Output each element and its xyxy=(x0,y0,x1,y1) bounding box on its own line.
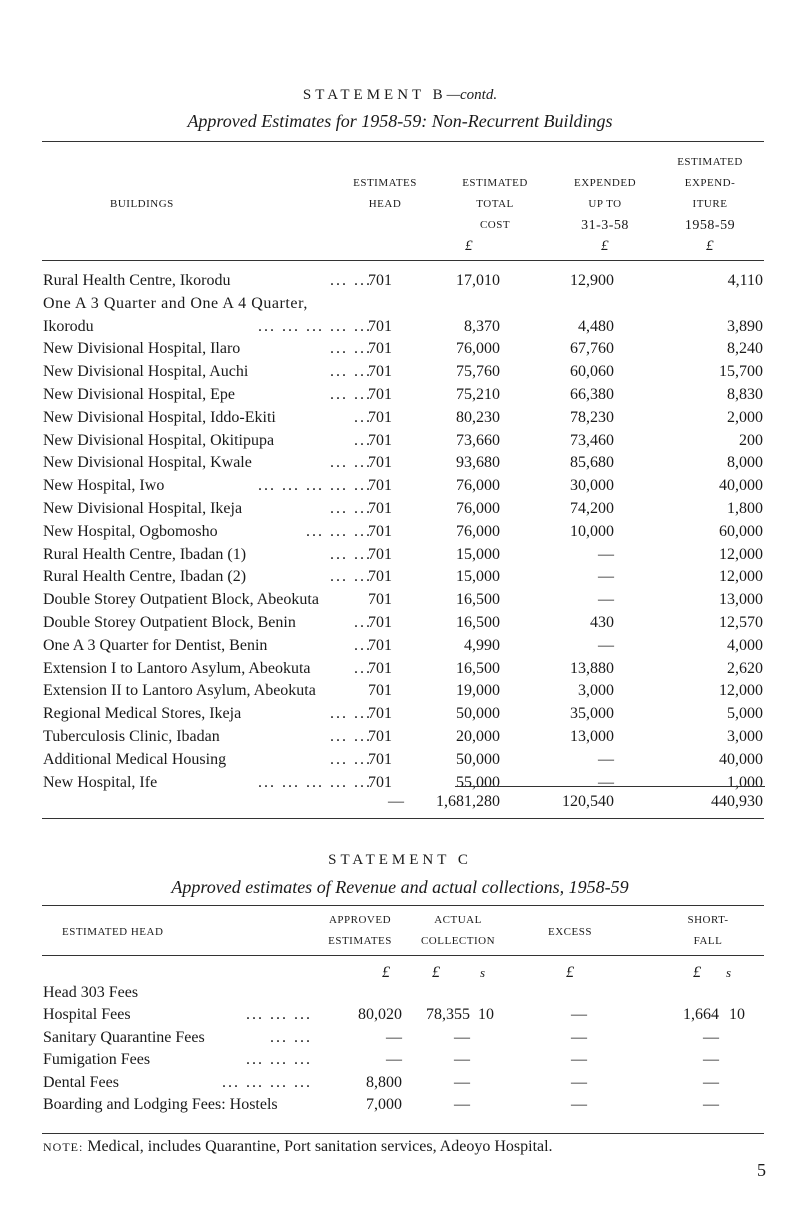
building-row xyxy=(0,498,800,520)
head-code: 701 xyxy=(368,545,392,563)
excess-value: — xyxy=(571,1006,587,1023)
totals-head: — xyxy=(388,793,404,810)
header-line: ESTIMATES xyxy=(353,177,417,189)
revenue-row xyxy=(0,1004,800,1026)
actual-collection: — xyxy=(454,1028,470,1046)
c-units-row xyxy=(0,962,800,984)
estimated-expenditure: 12,000 xyxy=(719,568,763,586)
estimated-expenditure: 5,000 xyxy=(727,705,763,723)
c-header-rule xyxy=(42,955,764,956)
approved-estimate: 7,000 xyxy=(366,1096,402,1113)
building-row xyxy=(0,521,800,543)
header-line: COST xyxy=(479,219,511,231)
head-code: 701 xyxy=(368,431,392,449)
totals-total: 1,681,280 xyxy=(436,793,500,810)
c-top-rule xyxy=(42,905,764,906)
actual-collection: 78,355 xyxy=(426,1006,470,1023)
statement-b-subtitle: Approved Estimates for 1958-59: Non-Recurrent Buildings xyxy=(187,111,613,131)
building-name: New Divisional Hospital, Auchi xyxy=(43,363,249,381)
head-code: 701 xyxy=(368,500,392,517)
estimated-expenditure: 2,620 xyxy=(727,659,763,677)
estimated-expenditure: 40,000 xyxy=(719,477,763,495)
leader-dots: ... ... xyxy=(330,545,372,563)
building-row xyxy=(0,452,800,474)
building-name: New Hospital, Iwo xyxy=(43,477,165,495)
building-row xyxy=(0,680,800,702)
header-line: ESTIMATES xyxy=(328,935,392,947)
expended-value: 10,000 xyxy=(570,522,614,540)
header-line: 31-3-58 xyxy=(581,218,629,233)
shortfall-value: 1,664 xyxy=(683,1006,719,1023)
leader-dots: ... ... ... xyxy=(246,1006,312,1023)
leader-dots: ... xyxy=(354,408,372,426)
estimated-expenditure: 8,830 xyxy=(727,386,763,403)
estimated-total: 75,210 xyxy=(456,386,500,403)
header-estimated-expenditure xyxy=(655,152,765,257)
building-name: Rural Health Centre, Ibadan (1) xyxy=(43,545,247,563)
header-line: ESTIMATED xyxy=(462,177,528,189)
estimated-expenditure: 13,000 xyxy=(719,591,763,609)
header-line: TOTAL xyxy=(476,198,514,210)
estimated-total: 75,760 xyxy=(456,363,500,381)
estimated-total: 76,000 xyxy=(456,477,500,495)
building-row xyxy=(0,589,800,611)
expended-value: 13,000 xyxy=(570,728,614,745)
totals-estimate: 440,930 xyxy=(711,793,763,810)
estimated-expenditure: 8,240 xyxy=(727,340,763,358)
head-code: 701 xyxy=(368,750,392,768)
pound-sign: £ xyxy=(601,238,609,254)
revenue-row xyxy=(0,1049,800,1071)
unit-pound: £ xyxy=(693,964,701,981)
leader-dots: ... ... xyxy=(330,750,372,768)
building-row xyxy=(0,544,800,566)
building-name: Rural Health Centre, Ibadan (2) xyxy=(43,568,247,586)
building-row xyxy=(0,407,800,429)
estimated-expenditure: 4,110 xyxy=(727,272,763,289)
approved-estimate: — xyxy=(386,1051,402,1068)
estimated-total: 93,680 xyxy=(456,454,500,472)
leader-dots: ... ... xyxy=(330,340,372,358)
c-header-actual xyxy=(408,910,508,952)
building-name: New Divisional Hospital, Ikeja xyxy=(43,500,243,517)
statement-c-title: STATEMENT C xyxy=(328,852,472,868)
expended-value: 3,000 xyxy=(578,682,614,700)
expended-value: 85,680 xyxy=(570,454,614,472)
building-row xyxy=(0,749,800,771)
pound-sign: £ xyxy=(706,238,714,254)
head-code: 701 xyxy=(368,363,392,381)
revenue-label: Fumigation Fees xyxy=(43,1051,151,1068)
estimated-expenditure: 2,000 xyxy=(727,408,763,426)
unit-pound: £ xyxy=(382,964,390,981)
building-name: New Hospital, Ife xyxy=(43,773,158,791)
estimated-expenditure: 12,000 xyxy=(719,682,763,700)
expended-value: — xyxy=(598,636,614,654)
c-header-excess: EXCESS xyxy=(548,926,592,938)
unit-shilling: s xyxy=(726,965,732,980)
header-line: ESTIMATED xyxy=(677,156,743,168)
head-code: 701 xyxy=(368,408,392,426)
header-buildings: BUILDINGS xyxy=(110,198,174,210)
c-bottom-rule xyxy=(42,1133,764,1134)
expended-value: 13,880 xyxy=(570,659,614,677)
excess-value: — xyxy=(571,1096,587,1113)
approved-estimate: 8,800 xyxy=(366,1073,402,1091)
excess-value: — xyxy=(571,1073,587,1091)
header-line: ACTUAL xyxy=(434,914,482,926)
estimated-total: 50,000 xyxy=(456,750,500,768)
building-row xyxy=(0,316,800,338)
building-name: Extension I to Lantoro Asylum, Abeokuta xyxy=(43,659,311,677)
revenue-row xyxy=(0,1072,800,1094)
page-number: 5 xyxy=(757,1160,766,1180)
building-row xyxy=(0,475,800,497)
estimated-expenditure: 60,000 xyxy=(719,522,763,540)
building-row xyxy=(0,703,800,725)
unit-shilling: s xyxy=(480,965,486,980)
leader-dots: ... ... xyxy=(330,272,372,289)
estimated-total: 4,990 xyxy=(464,636,500,654)
head-code: 701 xyxy=(368,340,392,358)
leader-dots: ... ... xyxy=(330,705,372,723)
estimated-total: 16,500 xyxy=(456,614,500,631)
leader-dots: ... ... ... ... ... xyxy=(258,317,372,335)
building-name: Regional Medical Stores, Ikeja xyxy=(43,705,242,723)
header-line: EXPEND- xyxy=(684,177,736,189)
head-code: 701 xyxy=(368,272,392,289)
building-row xyxy=(0,384,800,406)
totals-rule xyxy=(455,786,765,787)
estimated-total: 15,000 xyxy=(456,568,500,586)
unit-pound: £ xyxy=(566,964,574,981)
approved-estimate: — xyxy=(386,1028,402,1046)
shortfall-value: — xyxy=(703,1096,719,1113)
shortfall-value: — xyxy=(703,1073,719,1091)
header-line: APPROVED xyxy=(328,914,392,926)
head-code: 701 xyxy=(368,591,392,609)
header-line: COLLECTION xyxy=(420,935,496,947)
excess-value: — xyxy=(571,1028,587,1046)
leader-dots: ... ... ... ... ... xyxy=(258,477,372,495)
expended-value: 30,000 xyxy=(570,477,614,495)
building-name: Extension II to Lantoro Asylum, Abeokuta xyxy=(43,682,316,700)
header-line: SHORT- xyxy=(687,914,729,926)
head-code: 701 xyxy=(368,386,392,403)
leader-dots: ... ... ... xyxy=(306,522,372,540)
expended-value: — xyxy=(598,591,614,609)
actual-collection: — xyxy=(454,1051,470,1068)
expended-value: 73,460 xyxy=(570,431,614,449)
c-header-approved xyxy=(310,910,410,952)
revenue-label: Sanitary Quarantine Fees xyxy=(43,1028,205,1046)
header-line: 1958-59 xyxy=(684,218,736,233)
head-code: 701 xyxy=(368,568,392,586)
shortfall-value: — xyxy=(703,1028,719,1046)
expended-value: 78,230 xyxy=(570,408,614,426)
estimated-expenditure: 3,890 xyxy=(727,317,763,335)
estimated-total: 76,000 xyxy=(456,522,500,540)
estimated-total: 17,010 xyxy=(456,272,500,289)
leader-dots: ... ... xyxy=(330,728,372,745)
head-code: 701 xyxy=(368,682,392,700)
building-name: Double Storey Outpatient Block, Abeokuta xyxy=(43,591,319,609)
estimated-expenditure: 1,800 xyxy=(727,500,763,517)
estimated-total: 16,500 xyxy=(456,659,500,677)
estimated-expenditure: 12,570 xyxy=(719,614,763,631)
head-code: 701 xyxy=(368,705,392,723)
leader-dots: ... xyxy=(354,659,372,677)
building-row xyxy=(0,430,800,452)
expended-value: 12,900 xyxy=(570,272,614,289)
leader-dots: ... ... xyxy=(330,386,372,403)
estimated-expenditure: 12,000 xyxy=(719,545,763,563)
estimated-total: 76,000 xyxy=(456,340,500,358)
expended-value: 4,480 xyxy=(578,317,614,335)
building-row xyxy=(0,361,800,383)
estimated-expenditure: 15,700 xyxy=(719,363,763,381)
top-rule xyxy=(42,141,764,142)
building-name: Additional Medical Housing xyxy=(43,750,227,768)
building-row xyxy=(0,338,800,360)
header-expended xyxy=(550,173,660,257)
estimated-total: 55,000 xyxy=(456,773,500,791)
expended-value: — xyxy=(598,545,614,563)
revenue-label: Dental Fees xyxy=(43,1073,119,1091)
actual-shillings: 10 xyxy=(478,1006,494,1023)
expended-value: 67,760 xyxy=(570,340,614,358)
building-row xyxy=(0,635,800,657)
estimated-expenditure: 200 xyxy=(739,431,763,449)
pound-sign: £ xyxy=(465,238,473,254)
building-row xyxy=(0,658,800,680)
totals-expended: 120,540 xyxy=(562,793,614,810)
expended-value: 35,000 xyxy=(570,705,614,723)
building-row xyxy=(0,293,800,315)
estimated-total: 8,370 xyxy=(464,317,500,335)
building-name: New Divisional Hospital, Ilaro xyxy=(43,340,241,358)
estimated-total: 73,660 xyxy=(456,431,500,449)
revenue-label: Boarding and Lodging Fees: Hostels xyxy=(43,1096,278,1113)
expended-value: — xyxy=(598,568,614,586)
leader-dots: ... xyxy=(354,431,372,449)
estimated-expenditure: 8,000 xyxy=(727,454,763,472)
leader-dots: ... ... ... xyxy=(246,1051,312,1068)
leader-dots: ... ... xyxy=(330,363,372,381)
statement-b-label: STATEMENT B xyxy=(302,87,447,103)
leader-dots: ... ... xyxy=(330,454,372,472)
header-estimates-head xyxy=(330,173,440,215)
statement-b-title xyxy=(0,87,800,104)
estimated-total: 19,000 xyxy=(456,682,500,700)
head-code: 701 xyxy=(368,636,392,654)
building-name: One A 3 Quarter for Dentist, Benin xyxy=(43,636,268,654)
building-row xyxy=(0,612,800,634)
revenue-label: Hospital Fees xyxy=(43,1006,131,1023)
leader-dots: ... ... ... ... xyxy=(222,1073,312,1091)
approved-estimate: 80,020 xyxy=(358,1006,402,1023)
header-line: HEAD xyxy=(368,198,402,210)
revenue-row xyxy=(0,1094,800,1116)
estimated-total: 15,000 xyxy=(456,545,500,563)
leader-dots: ... ... xyxy=(270,1028,312,1046)
estimated-expenditure: 1,000 xyxy=(727,773,763,791)
header-line: FALL xyxy=(693,935,723,947)
leader-dots: ... ... xyxy=(330,568,372,586)
actual-collection: — xyxy=(454,1096,470,1113)
building-name: New Divisional Hospital, Okitipupa xyxy=(43,431,275,449)
building-name: Rural Health Centre, Ikorodu xyxy=(43,272,231,289)
building-row xyxy=(0,726,800,748)
actual-collection: — xyxy=(454,1073,470,1091)
bottom-rule xyxy=(42,818,764,819)
c-header-estimated-head: ESTIMATED HEAD xyxy=(62,926,164,938)
c-group-label xyxy=(0,982,800,1004)
expended-value: 66,380 xyxy=(570,386,614,403)
estimated-total: 16,500 xyxy=(456,591,500,609)
estimated-expenditure: 40,000 xyxy=(719,750,763,768)
building-name: New Divisional Hospital, Epe xyxy=(43,386,235,403)
statement-c-subtitle: Approved estimates of Revenue and actual collections, 1958-59 xyxy=(171,877,629,897)
building-name: One A 3 Quarter and One A 4 Quarter, xyxy=(43,294,308,312)
c-header-shortfall xyxy=(658,910,758,952)
building-row xyxy=(0,566,800,588)
head-code: 701 xyxy=(368,317,392,335)
note-text: Medical, includes Quarantine, Port sanitation services, Adeoyo Hospital. xyxy=(87,1138,553,1155)
building-name: Double Storey Outpatient Block, Benin xyxy=(43,614,296,631)
estimated-expenditure: 4,000 xyxy=(727,636,763,654)
excess-value: — xyxy=(571,1051,587,1068)
expended-value: — xyxy=(598,750,614,768)
header-line: EXPENDED xyxy=(573,177,637,189)
building-name: New Divisional Hospital, Iddo-Ekiti xyxy=(43,408,276,426)
head-code: 701 xyxy=(368,728,392,745)
expended-value: 430 xyxy=(590,614,614,631)
shortfall-shillings: 10 xyxy=(729,1006,745,1023)
estimated-total: 80,230 xyxy=(456,408,500,426)
building-row xyxy=(0,270,800,292)
note xyxy=(43,1138,553,1156)
header-line: ITURE xyxy=(692,198,728,210)
expended-value: 74,200 xyxy=(570,500,614,517)
estimated-total: 76,000 xyxy=(456,500,500,517)
estimated-total: 20,000 xyxy=(456,728,500,745)
building-name: New Divisional Hospital, Kwale xyxy=(43,454,252,472)
header-line: UP TO xyxy=(588,198,622,210)
expended-value: 60,060 xyxy=(570,363,614,381)
leader-dots: ... ... xyxy=(330,500,372,517)
building-name: New Hospital, Ogbomosho xyxy=(43,522,218,540)
building-name: Ikorodu xyxy=(43,317,94,335)
header-rule xyxy=(42,260,764,261)
shortfall-value: — xyxy=(703,1051,719,1068)
unit-pound: £ xyxy=(432,964,440,981)
head-code: 701 xyxy=(368,477,392,495)
estimated-expenditure: 3,000 xyxy=(727,728,763,745)
head-code: 701 xyxy=(368,614,392,631)
estimated-total: 50,000 xyxy=(456,705,500,723)
leader-dots: ... xyxy=(354,636,372,654)
head-code: 701 xyxy=(368,454,392,472)
note-label: NOTE: xyxy=(43,1140,84,1154)
leader-dots: ... xyxy=(354,614,372,631)
header-estimated-total xyxy=(440,173,550,257)
building-name: Tuberculosis Clinic, Ibadan xyxy=(43,728,220,745)
head-code: 701 xyxy=(368,659,392,677)
revenue-row xyxy=(0,1027,800,1049)
leader-dots: ... ... ... ... ... xyxy=(258,773,372,791)
head-code: 701 xyxy=(368,773,392,791)
expended-value: — xyxy=(598,773,614,791)
totals-row xyxy=(0,791,800,813)
statement-b-contd: —contd. xyxy=(446,87,498,103)
head-code: 701 xyxy=(368,522,392,540)
group-label: Head 303 Fees xyxy=(43,984,139,1001)
